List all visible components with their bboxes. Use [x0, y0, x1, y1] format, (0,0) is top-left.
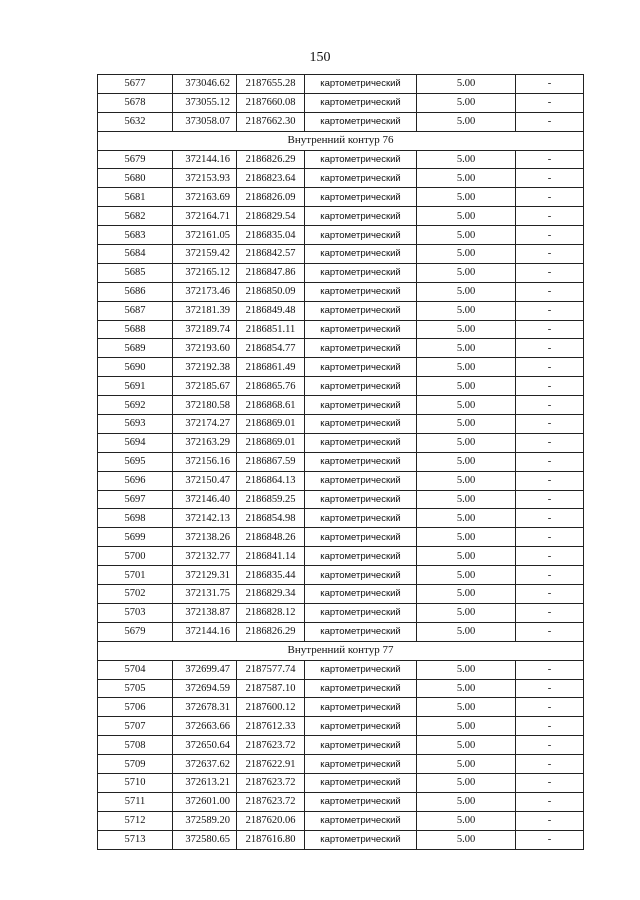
accuracy-cell: 5.00 [417, 490, 516, 509]
table-row [98, 622, 584, 641]
x-coordinate-cell: 372153.93 [173, 169, 237, 188]
x-coordinate-cell: 372589.20 [173, 811, 237, 830]
y-coordinate-cell: 2186868.61 [237, 396, 305, 415]
method-cell: картометрический [305, 433, 417, 452]
point-number-cell: 5679 [98, 150, 173, 169]
point-number-cell: 5701 [98, 566, 173, 585]
y-coordinate-cell: 2187620.06 [237, 811, 305, 830]
x-coordinate-cell: 372150.47 [173, 471, 237, 490]
y-coordinate-cell: 2187623.72 [237, 792, 305, 811]
x-coordinate-cell: 372159.42 [173, 245, 237, 264]
point-number-cell: 5688 [98, 320, 173, 339]
point-number-cell: 5707 [98, 717, 173, 736]
point-number-cell: 5702 [98, 585, 173, 604]
accuracy-cell: 5.00 [417, 830, 516, 849]
y-coordinate-cell: 2186835.44 [237, 566, 305, 585]
accuracy-cell: 5.00 [417, 320, 516, 339]
empty-cell: - [516, 433, 584, 452]
point-number-cell: 5680 [98, 169, 173, 188]
method-cell: картометрический [305, 169, 417, 188]
x-coordinate-cell: 372138.87 [173, 603, 237, 622]
method-cell: картометрический [305, 263, 417, 282]
empty-cell: - [516, 226, 584, 245]
accuracy-cell: 5.00 [417, 282, 516, 301]
empty-cell: - [516, 263, 584, 282]
accuracy-cell: 5.00 [417, 188, 516, 207]
table-row [98, 585, 584, 604]
x-coordinate-cell: 372163.69 [173, 188, 237, 207]
accuracy-cell: 5.00 [417, 622, 516, 641]
y-coordinate-cell: 2186829.34 [237, 585, 305, 604]
table-row [98, 830, 584, 849]
accuracy-cell: 5.00 [417, 603, 516, 622]
method-cell: картометрический [305, 566, 417, 585]
accuracy-cell: 5.00 [417, 509, 516, 528]
method-cell: картометрический [305, 471, 417, 490]
method-cell: картометрический [305, 490, 417, 509]
accuracy-cell: 5.00 [417, 528, 516, 547]
method-cell: картометрический [305, 75, 417, 94]
table-row [98, 490, 584, 509]
y-coordinate-cell: 2187622.91 [237, 755, 305, 774]
y-coordinate-cell: 2187577.74 [237, 660, 305, 679]
x-coordinate-cell: 372146.40 [173, 490, 237, 509]
empty-cell: - [516, 396, 584, 415]
table-row [98, 736, 584, 755]
x-coordinate-cell: 372694.59 [173, 679, 237, 698]
accuracy-cell: 5.00 [417, 585, 516, 604]
table-row [98, 773, 584, 792]
y-coordinate-cell: 2186829.54 [237, 207, 305, 226]
method-cell: картометрический [305, 698, 417, 717]
empty-cell: - [516, 547, 584, 566]
y-coordinate-cell: 2186842.57 [237, 245, 305, 264]
empty-cell: - [516, 603, 584, 622]
x-coordinate-cell: 372173.46 [173, 282, 237, 301]
method-cell: картометрический [305, 509, 417, 528]
y-coordinate-cell: 2187587.10 [237, 679, 305, 698]
table-row [98, 320, 584, 339]
empty-cell: - [516, 755, 584, 774]
accuracy-cell: 5.00 [417, 339, 516, 358]
x-coordinate-cell: 372663.66 [173, 717, 237, 736]
x-coordinate-cell: 372144.16 [173, 622, 237, 641]
table-row [98, 717, 584, 736]
y-coordinate-cell: 2186865.76 [237, 377, 305, 396]
y-coordinate-cell: 2187623.72 [237, 736, 305, 755]
x-coordinate-cell: 372699.47 [173, 660, 237, 679]
coordinates-table-body [98, 75, 584, 850]
method-cell: картометрический [305, 736, 417, 755]
method-cell: картометрический [305, 301, 417, 320]
method-cell: картометрический [305, 547, 417, 566]
table-row [98, 755, 584, 774]
x-coordinate-cell: 373058.07 [173, 112, 237, 131]
empty-cell: - [516, 679, 584, 698]
accuracy-cell: 5.00 [417, 226, 516, 245]
point-number-cell: 5682 [98, 207, 173, 226]
x-coordinate-cell: 372164.71 [173, 207, 237, 226]
x-coordinate-cell: 373055.12 [173, 93, 237, 112]
y-coordinate-cell: 2186841.14 [237, 547, 305, 566]
table-row [98, 282, 584, 301]
empty-cell: - [516, 415, 584, 434]
method-cell: картометрический [305, 622, 417, 641]
point-number-cell: 5699 [98, 528, 173, 547]
accuracy-cell: 5.00 [417, 263, 516, 282]
y-coordinate-cell: 2186835.04 [237, 226, 305, 245]
empty-cell: - [516, 301, 584, 320]
empty-cell: - [516, 698, 584, 717]
empty-cell: - [516, 150, 584, 169]
empty-cell: - [516, 245, 584, 264]
table-row [98, 226, 584, 245]
method-cell: картометрический [305, 93, 417, 112]
point-number-cell: 5709 [98, 755, 173, 774]
y-coordinate-cell: 2186869.01 [237, 415, 305, 434]
table-row [98, 169, 584, 188]
empty-cell: - [516, 452, 584, 471]
empty-cell: - [516, 566, 584, 585]
y-coordinate-cell: 2187616.80 [237, 830, 305, 849]
empty-cell: - [516, 528, 584, 547]
y-coordinate-cell: 2186849.48 [237, 301, 305, 320]
x-coordinate-cell: 372678.31 [173, 698, 237, 717]
x-coordinate-cell: 372163.29 [173, 433, 237, 452]
point-number-cell: 5694 [98, 433, 173, 452]
x-coordinate-cell: 372161.05 [173, 226, 237, 245]
y-coordinate-cell: 2187600.12 [237, 698, 305, 717]
point-number-cell: 5695 [98, 452, 173, 471]
accuracy-cell: 5.00 [417, 736, 516, 755]
table-row [98, 509, 584, 528]
empty-cell: - [516, 207, 584, 226]
table-row [98, 93, 584, 112]
x-coordinate-cell: 372185.67 [173, 377, 237, 396]
x-coordinate-cell: 372180.58 [173, 396, 237, 415]
table-row [98, 547, 584, 566]
method-cell: картометрический [305, 773, 417, 792]
accuracy-cell: 5.00 [417, 679, 516, 698]
point-number-cell: 5677 [98, 75, 173, 94]
accuracy-cell: 5.00 [417, 415, 516, 434]
x-coordinate-cell: 372192.38 [173, 358, 237, 377]
empty-cell: - [516, 622, 584, 641]
contour-title: Внутренний контур 76 [98, 131, 584, 150]
point-number-cell: 5632 [98, 112, 173, 131]
point-number-cell: 5684 [98, 245, 173, 264]
table-row [98, 471, 584, 490]
x-coordinate-cell: 372637.62 [173, 755, 237, 774]
y-coordinate-cell: 2186859.25 [237, 490, 305, 509]
point-number-cell: 5704 [98, 660, 173, 679]
y-coordinate-cell: 2186854.77 [237, 339, 305, 358]
x-coordinate-cell: 372181.39 [173, 301, 237, 320]
point-number-cell: 5697 [98, 490, 173, 509]
empty-cell: - [516, 736, 584, 755]
x-coordinate-cell: 372142.13 [173, 509, 237, 528]
point-number-cell: 5692 [98, 396, 173, 415]
table-row [98, 150, 584, 169]
point-number-cell: 5711 [98, 792, 173, 811]
empty-cell: - [516, 773, 584, 792]
table-row [98, 377, 584, 396]
x-coordinate-cell: 372174.27 [173, 415, 237, 434]
empty-cell: - [516, 660, 584, 679]
point-number-cell: 5705 [98, 679, 173, 698]
accuracy-cell: 5.00 [417, 660, 516, 679]
method-cell: картометрический [305, 112, 417, 131]
y-coordinate-cell: 2186864.13 [237, 471, 305, 490]
method-cell: картометрический [305, 320, 417, 339]
empty-cell: - [516, 830, 584, 849]
accuracy-cell: 5.00 [417, 112, 516, 131]
accuracy-cell: 5.00 [417, 207, 516, 226]
empty-cell: - [516, 75, 584, 94]
method-cell: картометрический [305, 660, 417, 679]
accuracy-cell: 5.00 [417, 433, 516, 452]
point-number-cell: 5713 [98, 830, 173, 849]
y-coordinate-cell: 2187623.72 [237, 773, 305, 792]
method-cell: картометрический [305, 755, 417, 774]
method-cell: картометрический [305, 528, 417, 547]
point-number-cell: 5678 [98, 93, 173, 112]
table-row [98, 679, 584, 698]
empty-cell: - [516, 490, 584, 509]
table-row [98, 396, 584, 415]
x-coordinate-cell: 372144.16 [173, 150, 237, 169]
y-coordinate-cell: 2187655.28 [237, 75, 305, 94]
point-number-cell: 5685 [98, 263, 173, 282]
x-coordinate-cell: 372132.77 [173, 547, 237, 566]
y-coordinate-cell: 2186826.29 [237, 622, 305, 641]
table-row [98, 75, 584, 94]
point-number-cell: 5698 [98, 509, 173, 528]
method-cell: картометрический [305, 452, 417, 471]
method-cell: картометрический [305, 207, 417, 226]
empty-cell: - [516, 377, 584, 396]
contour-header-row [98, 641, 584, 660]
point-number-cell: 5690 [98, 358, 173, 377]
table-row [98, 792, 584, 811]
point-number-cell: 5693 [98, 415, 173, 434]
y-coordinate-cell: 2187660.08 [237, 93, 305, 112]
accuracy-cell: 5.00 [417, 547, 516, 566]
table-row [98, 188, 584, 207]
y-coordinate-cell: 2186867.59 [237, 452, 305, 471]
accuracy-cell: 5.00 [417, 698, 516, 717]
table-row [98, 698, 584, 717]
point-number-cell: 5689 [98, 339, 173, 358]
empty-cell: - [516, 509, 584, 528]
method-cell: картометрический [305, 245, 417, 264]
point-number-cell: 5687 [98, 301, 173, 320]
accuracy-cell: 5.00 [417, 150, 516, 169]
accuracy-cell: 5.00 [417, 358, 516, 377]
x-coordinate-cell: 372650.64 [173, 736, 237, 755]
point-number-cell: 5696 [98, 471, 173, 490]
point-number-cell: 5710 [98, 773, 173, 792]
y-coordinate-cell: 2186854.98 [237, 509, 305, 528]
y-coordinate-cell: 2186850.09 [237, 282, 305, 301]
method-cell: картометрический [305, 415, 417, 434]
empty-cell: - [516, 188, 584, 207]
point-number-cell: 5700 [98, 547, 173, 566]
table-row [98, 452, 584, 471]
method-cell: картометрический [305, 377, 417, 396]
point-number-cell: 5691 [98, 377, 173, 396]
point-number-cell: 5683 [98, 226, 173, 245]
method-cell: картометрический [305, 339, 417, 358]
empty-cell: - [516, 320, 584, 339]
accuracy-cell: 5.00 [417, 811, 516, 830]
point-number-cell: 5706 [98, 698, 173, 717]
point-number-cell: 5686 [98, 282, 173, 301]
contour-title: Внутренний контур 77 [98, 641, 584, 660]
table-row [98, 415, 584, 434]
x-coordinate-cell: 372129.31 [173, 566, 237, 585]
y-coordinate-cell: 2186847.86 [237, 263, 305, 282]
method-cell: картометрический [305, 830, 417, 849]
table-row [98, 566, 584, 585]
y-coordinate-cell: 2186826.29 [237, 150, 305, 169]
empty-cell: - [516, 112, 584, 131]
table-row [98, 245, 584, 264]
method-cell: картометрический [305, 188, 417, 207]
table-row [98, 207, 584, 226]
table-row [98, 528, 584, 547]
empty-cell: - [516, 339, 584, 358]
method-cell: картометрический [305, 150, 417, 169]
accuracy-cell: 5.00 [417, 93, 516, 112]
table-row [98, 112, 584, 131]
accuracy-cell: 5.00 [417, 301, 516, 320]
y-coordinate-cell: 2186823.64 [237, 169, 305, 188]
y-coordinate-cell: 2186851.11 [237, 320, 305, 339]
table-row [98, 811, 584, 830]
accuracy-cell: 5.00 [417, 717, 516, 736]
accuracy-cell: 5.00 [417, 245, 516, 264]
accuracy-cell: 5.00 [417, 452, 516, 471]
accuracy-cell: 5.00 [417, 792, 516, 811]
point-number-cell: 5712 [98, 811, 173, 830]
method-cell: картометрический [305, 811, 417, 830]
empty-cell: - [516, 282, 584, 301]
method-cell: картометрический [305, 679, 417, 698]
y-coordinate-cell: 2186828.12 [237, 603, 305, 622]
x-coordinate-cell: 373046.62 [173, 75, 237, 94]
table-row [98, 301, 584, 320]
empty-cell: - [516, 471, 584, 490]
x-coordinate-cell: 372131.75 [173, 585, 237, 604]
empty-cell: - [516, 811, 584, 830]
table-row [98, 433, 584, 452]
coordinates-table [97, 74, 584, 850]
method-cell: картометрический [305, 358, 417, 377]
method-cell: картометрический [305, 717, 417, 736]
point-number-cell: 5708 [98, 736, 173, 755]
table-row [98, 339, 584, 358]
method-cell: картометрический [305, 585, 417, 604]
accuracy-cell: 5.00 [417, 471, 516, 490]
table-row [98, 660, 584, 679]
table-row [98, 358, 584, 377]
accuracy-cell: 5.00 [417, 377, 516, 396]
point-number-cell: 5679 [98, 622, 173, 641]
y-coordinate-cell: 2186826.09 [237, 188, 305, 207]
accuracy-cell: 5.00 [417, 755, 516, 774]
contour-header-row [98, 131, 584, 150]
empty-cell: - [516, 169, 584, 188]
method-cell: картометрический [305, 396, 417, 415]
empty-cell: - [516, 93, 584, 112]
x-coordinate-cell: 372580.65 [173, 830, 237, 849]
x-coordinate-cell: 372189.74 [173, 320, 237, 339]
accuracy-cell: 5.00 [417, 566, 516, 585]
point-number-cell: 5703 [98, 603, 173, 622]
x-coordinate-cell: 372193.60 [173, 339, 237, 358]
table-row [98, 603, 584, 622]
y-coordinate-cell: 2187662.30 [237, 112, 305, 131]
page-number: 150 [309, 50, 331, 65]
method-cell: картометрический [305, 603, 417, 622]
x-coordinate-cell: 372165.12 [173, 263, 237, 282]
x-coordinate-cell: 372601.00 [173, 792, 237, 811]
x-coordinate-cell: 372138.26 [173, 528, 237, 547]
method-cell: картометрический [305, 792, 417, 811]
method-cell: картометрический [305, 226, 417, 245]
accuracy-cell: 5.00 [417, 396, 516, 415]
accuracy-cell: 5.00 [417, 773, 516, 792]
empty-cell: - [516, 717, 584, 736]
table-row [98, 263, 584, 282]
empty-cell: - [516, 358, 584, 377]
empty-cell: - [516, 585, 584, 604]
accuracy-cell: 5.00 [417, 169, 516, 188]
y-coordinate-cell: 2186848.26 [237, 528, 305, 547]
empty-cell: - [516, 792, 584, 811]
method-cell: картометрический [305, 282, 417, 301]
x-coordinate-cell: 372613.21 [173, 773, 237, 792]
accuracy-cell: 5.00 [417, 75, 516, 94]
x-coordinate-cell: 372156.16 [173, 452, 237, 471]
point-number-cell: 5681 [98, 188, 173, 207]
y-coordinate-cell: 2186861.49 [237, 358, 305, 377]
y-coordinate-cell: 2186869.01 [237, 433, 305, 452]
y-coordinate-cell: 2187612.33 [237, 717, 305, 736]
